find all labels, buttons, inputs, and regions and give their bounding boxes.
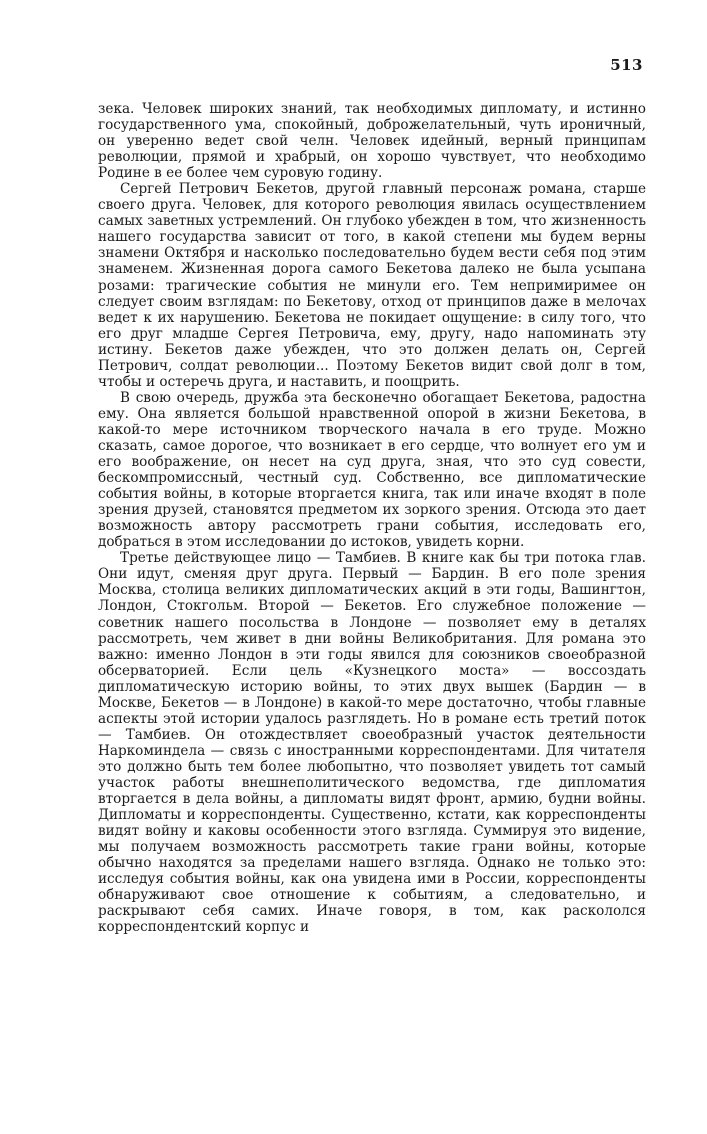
paragraph-1: зека. Человек широких знаний, так необходимых дипломату, и истинно государственного ума, спокойный, доброжелательный, чуть ироничный, он уверенно ведет свой челн. Человек идейный, верный принципам революции, прямой и храбрый, он хорошо чувствует, что необходимо Родине в ее более чем суровую годину.: [98, 101, 646, 182]
page-number: 513: [610, 56, 643, 74]
paragraph-3: В свою очередь, дружба эта бесконечно обогащает Бекетова, радостна ему. Она является большой нравственной опорой в жизни Бекетова, в какой-то мере источником творческого начала в его труде. Можно сказать, самое дорогое, что возникает в его сердце, что волнует его ум и его воображение, он несет на суд друга, зная, что это суд совести, бескомпромиссный, честный суд. Собственно, все дипломатические события войны, в которые вторгается книга, так или иначе входят в поле зрения друзей, становятся предметом их зоркого зрения. Отсюда это дает возможность автору рассмотреть грани события, исследовать его, добраться в этом исследовании до истоков, увидеть корни.: [98, 389, 646, 551]
paragraph-4: Третье действующее лицо — Тамбиев. В книге как бы три потока глав. Они идут, сменяя друг друга. Первый — Бардин. В его поле зрения Москва, столица великих дипломатических акций в эти годы, Вашингтон, Лондон, Стокгольм. Второй — Бекетов. Его служебное положение — советник нашего посольства в Лондоне — позволяет ему в деталях рассмотреть, чем живет в дни войны Великобритания. Для романа это важно: именно Лондон в эти годы явился для союзников своеобразной обсерваторией. Если цель «Кузнецкого моста» — воссоздать дипломатическую историю войны, то этих двух вышек (Бардин — в Москве, Бекетов — в Лондоне) в какой-то мере достаточно, чтобы главные аспекты этой истории удалось разглядеть. Но в романе есть третий поток — Тамбиев. Он отождествляет своеобразный участок деятельности Наркоминдела — связь с иностранными корреспондентами. Для читателя это должно быть тем более любопытно, что позволяет увидеть тот самый участок работы внешнеполитического ведомства, где дипломатия вторгается в дела войны, а дипломаты видят фронт, армию, будни войны. Дипломаты и корреспонденты. Существенно, кстати, как корреспонденты видят войну и каковы особенности этого взгляда. Суммируя это видение, мы получаем возможность рассмотреть такие грани войны, которые обычно находятся за пределами нашего взгляда. Однако не только это: исследуя события войны, как она увидена ими в России, корреспонденты обнаруживают свое отношение к событиям, а следовательно, и раскрывают себя самих. Иначе говоря, в том, как раскололся корреспондентский корпус и: [98, 550, 646, 936]
paragraph-2: Сергей Петрович Бекетов, другой главный персонаж романа, старше своего друга. Человек, для которого революция явилась осуществлением самых заветных устремлений. Он глубоко убежден в том, что жизненность нашего государства зависит от того, в какой степени мы будем верны знамени Октября и насколько последовательно будем вести себя под этим знаменем. Жизненная дорога самого Бекетова далеко не была усыпана розами: трагические события не минули его. Тем непримиримее он следует своим взглядам: по Бекетову, отход от принципов даже в мелочах ведет к их нарушению. Бекетова не покидает ощущение: в силу того, что его друг младше Сергея Петровича, ему, другу, надо напоминать эту истину. Бекетов даже убежден, что это должен делать он, Сергей Петрович, солдат революции... Поэтому Бекетов видит свой долг в том, чтобы и остеречь друга, и наставить, и поощрить.: [98, 181, 646, 390]
text-block: [98, 101, 646, 935]
